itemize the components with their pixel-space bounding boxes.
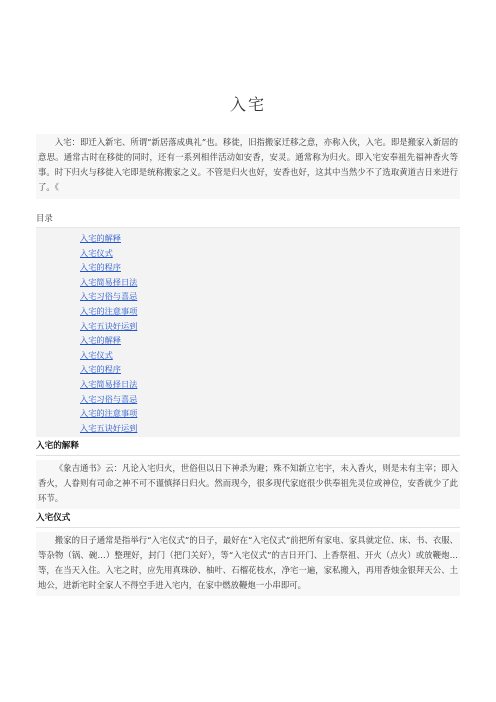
toc-link-date-selection-2[interactable]: 入宅简易择日法: [80, 378, 138, 389]
toc-link-procedure[interactable]: 入宅的程序: [80, 262, 121, 273]
toc-link-ceremony[interactable]: 入宅仪式: [80, 247, 113, 258]
page-title: 入宅: [229, 95, 266, 114]
section-body-explanation: 《象吉通书》云：凡论入宅归火，世俗但以日下神杀为避；殊不知新立宅宇，未入香火，则是未有主宰；即入香火，人眷则有司命之神不可不谨慎择日归火。然而现今，很多现代家庭很少供奉祖先灵位或神位，安香就少了此环节。: [36, 460, 460, 509]
toc-link-precautions[interactable]: 入宅的注意事项: [80, 305, 138, 316]
toc-link-date-selection[interactable]: 入宅简易择日法: [80, 276, 138, 287]
toc-link-customs-2[interactable]: 入宅习俗与喜忌: [80, 393, 138, 404]
toc-heading: 目录: [36, 213, 53, 223]
toc-link-procedure-2[interactable]: 入宅的程序: [80, 364, 121, 375]
toc-link-explanation[interactable]: 入宅的解释: [80, 233, 121, 243]
section-heading-explanation: 入宅的解释: [36, 439, 460, 456]
section-heading-ceremony: 入宅仪式: [36, 511, 460, 528]
toc-link-explanation-2[interactable]: 入宅的解释: [80, 335, 121, 346]
toc-link-ceremony-2[interactable]: 入宅仪式: [80, 349, 113, 360]
document-page: [36, 0, 460, 596]
toc-link-precautions-2[interactable]: 入宅的注意事项: [80, 408, 138, 419]
intro-paragraph: 入宅：即迁入新宅、所谓“新居落成典礼”也。移徙，旧指搬家迁移之意，亦称入伙，入宅。即是搬家入新居的意思。通常古时在移徙的同时，还有一系列相伴活动如安香，安灵。通常称为归火。即入宅安奉祖先福神香火等事。时下归火与移徙入宅即是统称搬家之义。不管是归火也好，安香也好，这其中当然少不了选取黄道吉日来进行了。《: [36, 134, 460, 199]
toc-link-good-luck-tips-2[interactable]: 入宅五诀好运到: [80, 422, 138, 433]
section-body-ceremony: 搬家的日子通常是指举行“入宅仪式”的日子，最好在“入宅仪式”前把所有家电、家具就定位、床、书、衣服、等杂物（锅、碗…）整理好，封门（把门关好），等“入宅仪式”的吉日开门、上香祭祖、开火（点火）或放鞭炮…等，在当天入住。入宅之时，应先用真珠砂、柚叶、石榴花枝水，净宅一遍，家私搬入，再用香烛金银拜天公、土地公，进新宅时全家人不得空手进入宅内，在家中燃放鞭炮一小串即可。: [36, 532, 460, 596]
table-of-contents: [36, 227, 460, 437]
toc-link-customs[interactable]: 入宅习俗与喜忌: [80, 291, 138, 302]
toc-link-good-luck-tips[interactable]: 入宅五诀好运到: [80, 320, 138, 331]
